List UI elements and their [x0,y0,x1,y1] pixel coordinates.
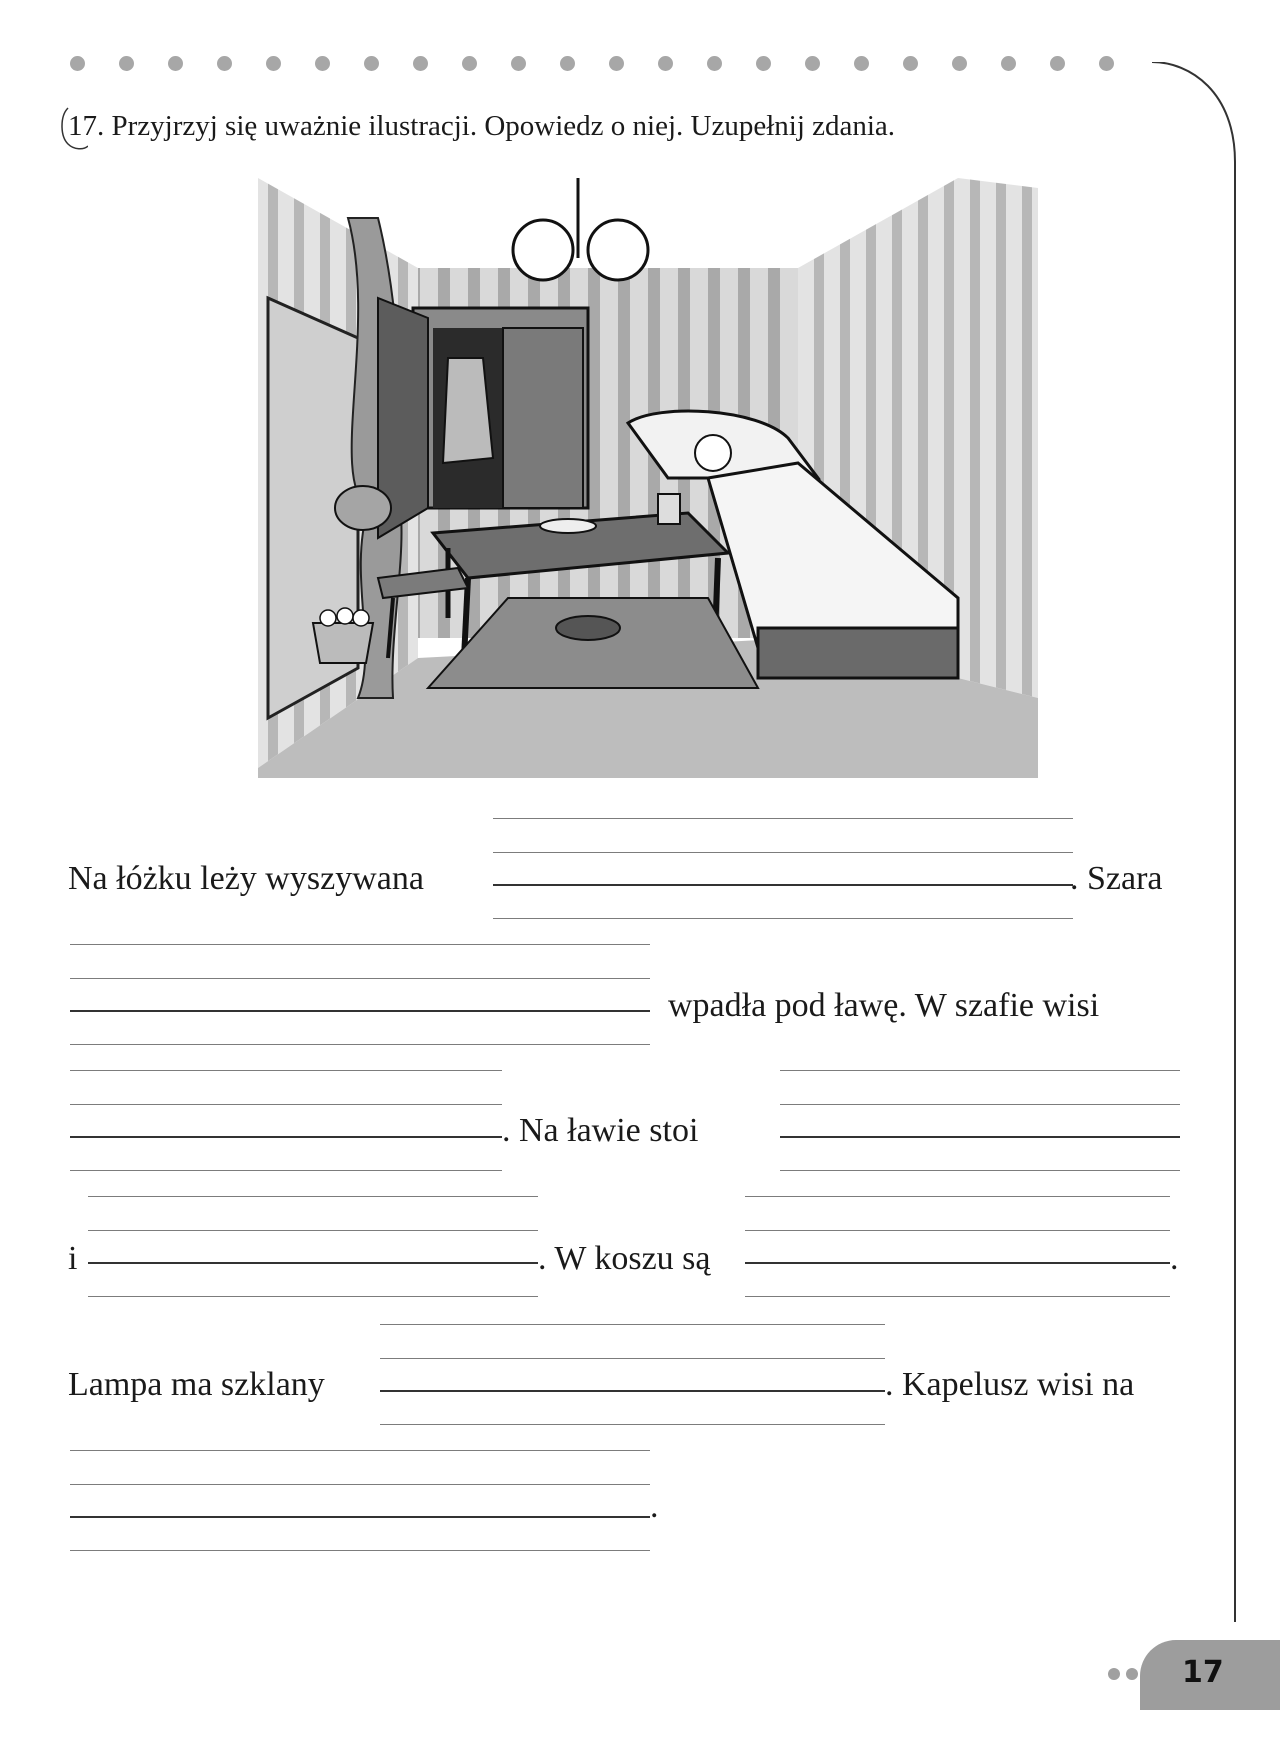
sentence-1-text: Na łóżku leży wyszywana [68,860,424,897]
dotted-header [70,56,1120,76]
header-dot [364,56,379,71]
sentence-2-text: wpadła pod ławę. W szafie wisi [668,987,1100,1024]
room-illustration [258,178,1038,778]
header-dot [1099,56,1114,71]
header-dot [903,56,918,71]
sentence-3-text: . Na ławie stoi [502,1112,699,1149]
sentence-4-end: . [1170,1240,1179,1277]
header-dot [805,56,820,71]
header-dot [70,56,85,71]
page-tab-dot [1108,1668,1120,1680]
header-dot [1050,56,1065,71]
header-dot [707,56,722,71]
header-dot [658,56,673,71]
header-dot [266,56,281,71]
header-dot [413,56,428,71]
header-dot [609,56,624,71]
task-instruction: Przyjrzyj się uważnie ilustracji. Opowiedz o niej. Uzupełnij zdania. [111,110,896,142]
task-heading [68,110,895,143]
header-dot [952,56,967,71]
sentence-4-start: i [68,1240,78,1277]
page-margin-line [1150,62,1270,1622]
header-dot [315,56,330,71]
header-dot [560,56,575,71]
page-number: 17 [1182,1655,1224,1690]
sentence-6-end: . [650,1488,659,1525]
sentence-4-text: . W koszu są [538,1240,711,1277]
header-dot [511,56,526,71]
header-dot [854,56,869,71]
sentence-5-text: Lampa ma szklany [68,1366,325,1403]
page-tab-dot [1126,1668,1138,1680]
task-number: 17. [68,110,105,142]
header-dot [217,56,232,71]
task-number-bracket [58,106,88,156]
header-dot [756,56,771,71]
sentence-1-end: . Szara [1070,860,1163,897]
header-dot [119,56,134,71]
header-dot [1001,56,1016,71]
sentence-5-end: . Kapelusz wisi na [885,1366,1135,1403]
header-dot [462,56,477,71]
header-dot [168,56,183,71]
